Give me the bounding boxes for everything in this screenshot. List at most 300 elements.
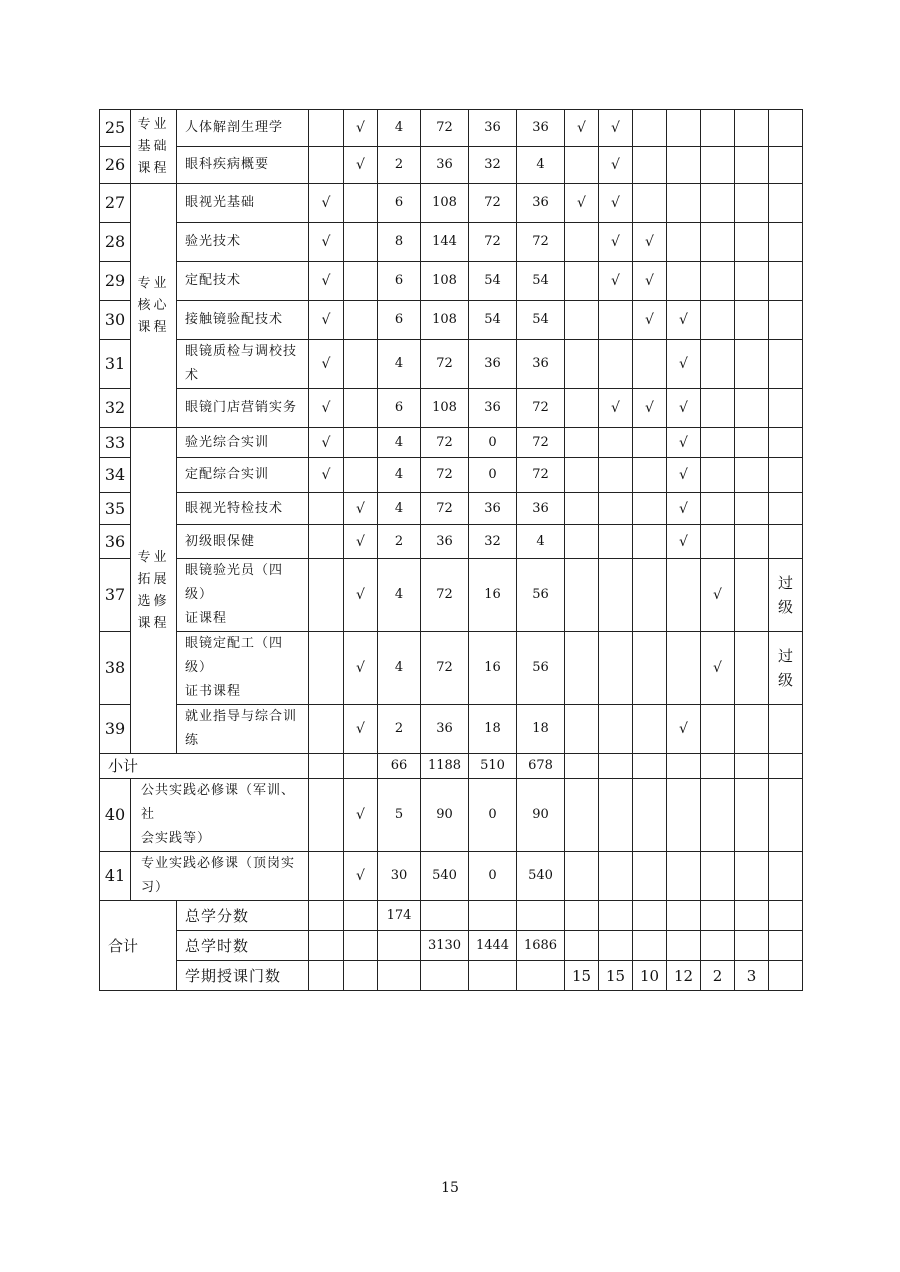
semester-1-course-count: 15 (565, 961, 599, 991)
credit-cell: 4 (378, 493, 421, 525)
note-cell (769, 632, 803, 705)
empty-cell (565, 901, 599, 931)
category-cell (131, 110, 177, 184)
course-name-line: 术 (185, 368, 200, 383)
table-row (100, 779, 803, 852)
course-plan-table (99, 109, 803, 991)
course-name: 验光技术 (177, 223, 309, 262)
empty-cell (469, 961, 517, 991)
empty-cell (421, 961, 469, 991)
course-name: 接触镜验配技术 (177, 301, 309, 340)
table-row (100, 147, 803, 184)
empty-cell (735, 754, 769, 779)
course-name: 定配技术 (177, 262, 309, 301)
subtotal-row (100, 754, 803, 779)
practice-hours-cell: 72 (517, 458, 565, 493)
empty-cell (769, 931, 803, 961)
category-text: 课程 (137, 160, 170, 176)
empty-cell (769, 901, 803, 931)
note-cell (769, 110, 803, 147)
semester-5-mark (701, 705, 735, 754)
course-number: 33 (100, 428, 131, 458)
course-name: 验光综合实训 (177, 428, 309, 458)
category-text: 专业 (137, 549, 170, 565)
elective-mark: √ (344, 632, 378, 705)
course-name-line: 证书课程 (185, 684, 242, 699)
totals-label: 合计 (100, 901, 177, 991)
semester-2-mark (599, 340, 633, 389)
required-mark: √ (309, 223, 344, 262)
theory-hours-cell: 0 (469, 428, 517, 458)
course-name: 眼科疾病概要 (177, 147, 309, 184)
course-name (177, 705, 309, 754)
empty-cell (421, 901, 469, 931)
total-theory-value: 1444 (469, 931, 517, 961)
practice-hours-cell: 72 (517, 223, 565, 262)
semester-5-mark (701, 184, 735, 223)
required-mark (309, 705, 344, 754)
semester-3-mark (633, 110, 667, 147)
note-cell (769, 525, 803, 559)
semester-5-course-count: 2 (701, 961, 735, 991)
table-row (100, 632, 803, 705)
empty-cell (469, 901, 517, 931)
semester-6-mark (735, 458, 769, 493)
semester-3-mark (633, 340, 667, 389)
required-mark: √ (309, 301, 344, 340)
empty-cell (378, 931, 421, 961)
semester-1-mark: √ (565, 110, 599, 147)
course-number: 27 (100, 184, 131, 223)
table-row (100, 525, 803, 559)
semester-5-mark (701, 223, 735, 262)
elective-mark: √ (344, 852, 378, 901)
empty-cell (769, 754, 803, 779)
theory-hours-cell: 72 (469, 184, 517, 223)
empty-cell (769, 961, 803, 991)
required-mark: √ (309, 340, 344, 389)
course-name-line: 习） (141, 880, 170, 895)
table-row (100, 223, 803, 262)
empty-cell (565, 931, 599, 961)
empty-cell (735, 931, 769, 961)
semester-6-course-count: 3 (735, 961, 769, 991)
empty-cell (378, 961, 421, 991)
total-hours-cell: 72 (421, 559, 469, 632)
table-row (100, 389, 803, 428)
empty-cell (599, 931, 633, 961)
note-cell (769, 147, 803, 184)
semester-4-mark: √ (667, 340, 701, 389)
semester-6-mark (735, 223, 769, 262)
note-text: 过 (777, 574, 793, 592)
course-number: 37 (100, 559, 131, 632)
elective-mark (344, 340, 378, 389)
elective-mark (344, 262, 378, 301)
semester-1-mark (565, 632, 599, 705)
semester-4-mark: √ (667, 458, 701, 493)
empty-cell (735, 901, 769, 931)
total-hours-cell: 72 (421, 110, 469, 147)
empty-cell (309, 754, 344, 779)
semester-2-mark: √ (599, 223, 633, 262)
practice-hours-cell: 18 (517, 705, 565, 754)
courses-per-semester-label: 学期授课门数 (177, 961, 309, 991)
semester-6-mark (735, 110, 769, 147)
credit-cell: 6 (378, 184, 421, 223)
empty-cell (769, 779, 803, 852)
note-cell (769, 705, 803, 754)
category-text: 基础 (137, 138, 170, 154)
note-cell (769, 340, 803, 389)
semester-6-mark (735, 428, 769, 458)
semester-4-mark (667, 147, 701, 184)
practice-hours-cell: 36 (517, 110, 565, 147)
empty-cell (599, 852, 633, 901)
course-name-line: 眼镜验光员（四级） (185, 563, 284, 602)
empty-cell (701, 779, 735, 852)
semester-5-mark (701, 301, 735, 340)
table-row (100, 493, 803, 525)
total-hours-cell: 72 (421, 458, 469, 493)
empty-cell (701, 931, 735, 961)
semester-4-mark (667, 262, 701, 301)
theory-hours-cell: 54 (469, 301, 517, 340)
total-hours-cell: 36 (421, 705, 469, 754)
category-text: 选修 (137, 593, 170, 609)
note-cell (769, 184, 803, 223)
empty-cell (633, 779, 667, 852)
total-credits-label: 总学分数 (177, 901, 309, 931)
semester-2-mark (599, 525, 633, 559)
semester-3-mark (633, 458, 667, 493)
total-hours-cell: 72 (421, 493, 469, 525)
semester-2-mark: √ (599, 262, 633, 301)
credit-cell: 2 (378, 147, 421, 184)
semester-1-mark (565, 493, 599, 525)
course-number: 34 (100, 458, 131, 493)
semester-3-mark (633, 559, 667, 632)
semester-2-mark (599, 428, 633, 458)
semester-5-mark (701, 147, 735, 184)
credit-cell: 6 (378, 262, 421, 301)
semester-3-mark: √ (633, 223, 667, 262)
credit-cell: 66 (378, 754, 421, 779)
table-row (100, 428, 803, 458)
semester-5-mark (701, 389, 735, 428)
category-text: 专业 (137, 116, 170, 132)
total-hours-label: 总学时数 (177, 931, 309, 961)
semester-3-mark: √ (633, 262, 667, 301)
semester-3-mark (633, 147, 667, 184)
course-name-line: 证课程 (185, 611, 228, 626)
elective-mark (344, 458, 378, 493)
practice-hours-cell: 540 (517, 852, 565, 901)
practice-hours-cell: 54 (517, 262, 565, 301)
total-hours-cell: 72 (421, 632, 469, 705)
semester-6-mark (735, 389, 769, 428)
semester-4-mark: √ (667, 428, 701, 458)
total-hours-cell: 72 (421, 428, 469, 458)
elective-mark: √ (344, 559, 378, 632)
page-number: 15 (441, 1180, 459, 1196)
credit-cell: 2 (378, 705, 421, 754)
semester-2-mark: √ (599, 389, 633, 428)
empty-cell (667, 931, 701, 961)
semester-3-mark (633, 525, 667, 559)
elective-mark (344, 223, 378, 262)
semester-1-mark (565, 559, 599, 632)
theory-hours-cell: 36 (469, 389, 517, 428)
empty-cell (633, 931, 667, 961)
total-hours-value: 3130 (421, 931, 469, 961)
required-mark (309, 559, 344, 632)
course-number: 25 (100, 110, 131, 147)
credit-cell: 4 (378, 340, 421, 389)
total-hours-cell: 72 (421, 340, 469, 389)
theory-hours-cell: 32 (469, 147, 517, 184)
course-name: 初级眼保健 (177, 525, 309, 559)
category-text: 课程 (137, 319, 170, 335)
course-number: 32 (100, 389, 131, 428)
credit-cell: 4 (378, 458, 421, 493)
subtotal-label: 小计 (100, 754, 309, 779)
semester-4-mark (667, 184, 701, 223)
semester-6-mark (735, 632, 769, 705)
semester-4-course-count: 12 (667, 961, 701, 991)
course-name: 眼视光基础 (177, 184, 309, 223)
practice-hours-cell: 56 (517, 632, 565, 705)
course-number: 30 (100, 301, 131, 340)
semester-3-mark: √ (633, 389, 667, 428)
semester-1-mark (565, 262, 599, 301)
totals-courses-row (100, 961, 803, 991)
theory-hours-cell: 36 (469, 493, 517, 525)
elective-mark (344, 184, 378, 223)
semester-6-mark (735, 147, 769, 184)
course-name-line: 眼镜定配工（四级） (185, 636, 284, 675)
course-name: 定配综合实训 (177, 458, 309, 493)
course-name: 眼视光特检技术 (177, 493, 309, 525)
empty-cell (344, 931, 378, 961)
empty-cell (667, 852, 701, 901)
totals-credits-row (100, 901, 803, 931)
course-name: 人体解剖生理学 (177, 110, 309, 147)
required-mark (309, 147, 344, 184)
semester-6-mark (735, 493, 769, 525)
practice-hours-cell: 36 (517, 184, 565, 223)
note-cell (769, 389, 803, 428)
table-row (100, 340, 803, 389)
empty-cell (701, 901, 735, 931)
required-mark: √ (309, 389, 344, 428)
empty-cell (735, 779, 769, 852)
course-name (177, 559, 309, 632)
category-cell (131, 184, 177, 428)
elective-mark: √ (344, 493, 378, 525)
semester-4-mark: √ (667, 389, 701, 428)
required-mark: √ (309, 428, 344, 458)
course-name: 眼镜门店营销实务 (177, 389, 309, 428)
credit-cell: 6 (378, 389, 421, 428)
category-text: 核心 (137, 297, 170, 313)
theory-hours-cell: 0 (469, 458, 517, 493)
empty-cell (565, 754, 599, 779)
note-cell (769, 559, 803, 632)
course-number: 28 (100, 223, 131, 262)
note-cell (769, 428, 803, 458)
course-number: 31 (100, 340, 131, 389)
semester-5-mark (701, 458, 735, 493)
semester-1-mark (565, 340, 599, 389)
elective-mark: √ (344, 779, 378, 852)
note-text: 过 (777, 647, 793, 665)
totals-hours-row (100, 931, 803, 961)
credit-cell: 4 (378, 632, 421, 705)
semester-2-mark: √ (599, 110, 633, 147)
total-hours-cell: 144 (421, 223, 469, 262)
empty-cell (599, 779, 633, 852)
course-number: 41 (100, 852, 131, 901)
empty-cell (344, 754, 378, 779)
category-text: 课程 (137, 615, 170, 631)
semester-2-course-count: 15 (599, 961, 633, 991)
theory-hours-cell: 32 (469, 525, 517, 559)
practice-hours-cell: 54 (517, 301, 565, 340)
elective-mark (344, 389, 378, 428)
category-text: 拓展 (137, 571, 170, 587)
practice-hours-cell: 72 (517, 428, 565, 458)
course-name-line: 专业实践必修课（顶岗实 (141, 856, 296, 871)
note-cell (769, 493, 803, 525)
course-name (131, 852, 309, 901)
theory-hours-cell: 16 (469, 559, 517, 632)
semester-5-mark: √ (701, 559, 735, 632)
course-number: 40 (100, 779, 131, 852)
credit-cell: 4 (378, 559, 421, 632)
empty-cell (344, 901, 378, 931)
semester-6-mark (735, 525, 769, 559)
empty-cell (701, 852, 735, 901)
semester-5-mark: √ (701, 632, 735, 705)
theory-hours-cell: 36 (469, 110, 517, 147)
required-mark (309, 525, 344, 559)
semester-3-mark (633, 428, 667, 458)
semester-4-mark (667, 110, 701, 147)
theory-hours-cell: 18 (469, 705, 517, 754)
empty-cell (633, 852, 667, 901)
total-hours-cell: 540 (421, 852, 469, 901)
table-row (100, 458, 803, 493)
elective-mark: √ (344, 147, 378, 184)
practice-hours-cell: 4 (517, 525, 565, 559)
semester-2-mark (599, 559, 633, 632)
semester-3-mark: √ (633, 301, 667, 340)
note-cell (769, 458, 803, 493)
total-hours-cell: 108 (421, 389, 469, 428)
required-mark: √ (309, 184, 344, 223)
empty-cell (735, 852, 769, 901)
semester-2-mark (599, 493, 633, 525)
semester-2-mark (599, 301, 633, 340)
semester-2-mark: √ (599, 184, 633, 223)
required-mark (309, 110, 344, 147)
course-name (131, 779, 309, 852)
table-row (100, 110, 803, 147)
semester-2-mark (599, 458, 633, 493)
table-row (100, 852, 803, 901)
semester-6-mark (735, 301, 769, 340)
semester-1-mark (565, 389, 599, 428)
semester-1-mark (565, 301, 599, 340)
semester-4-mark: √ (667, 301, 701, 340)
semester-4-mark (667, 632, 701, 705)
elective-mark: √ (344, 525, 378, 559)
semester-5-mark (701, 340, 735, 389)
empty-cell (633, 754, 667, 779)
practice-hours-cell: 36 (517, 493, 565, 525)
theory-hours-cell: 510 (469, 754, 517, 779)
empty-cell (309, 779, 344, 852)
note-text: 级 (777, 598, 793, 616)
credit-cell: 6 (378, 301, 421, 340)
note-text: 级 (777, 671, 793, 689)
practice-hours-cell: 678 (517, 754, 565, 779)
semester-4-mark: √ (667, 493, 701, 525)
empty-cell (667, 901, 701, 931)
table-row (100, 184, 803, 223)
total-hours-cell: 108 (421, 301, 469, 340)
empty-cell (517, 901, 565, 931)
empty-cell (309, 931, 344, 961)
practice-hours-cell: 72 (517, 389, 565, 428)
empty-cell (309, 901, 344, 931)
practice-hours-cell: 4 (517, 147, 565, 184)
empty-cell (309, 852, 344, 901)
course-name (177, 340, 309, 389)
required-mark (309, 632, 344, 705)
semester-1-mark (565, 428, 599, 458)
empty-cell (565, 779, 599, 852)
course-table-body (100, 110, 803, 991)
empty-cell (769, 852, 803, 901)
course-number: 36 (100, 525, 131, 559)
semester-3-mark (633, 632, 667, 705)
theory-hours-cell: 16 (469, 632, 517, 705)
semester-3-mark (633, 184, 667, 223)
elective-mark (344, 428, 378, 458)
total-hours-cell: 108 (421, 184, 469, 223)
empty-cell (667, 779, 701, 852)
total-hours-cell: 1188 (421, 754, 469, 779)
elective-mark: √ (344, 705, 378, 754)
semester-4-mark (667, 559, 701, 632)
semester-6-mark (735, 340, 769, 389)
course-name-line: 就业指导与综合训 (185, 709, 298, 724)
empty-cell (565, 852, 599, 901)
elective-mark (344, 301, 378, 340)
semester-2-mark: √ (599, 147, 633, 184)
semester-4-mark: √ (667, 705, 701, 754)
semester-5-mark (701, 525, 735, 559)
course-name-line: 练 (185, 733, 200, 748)
empty-cell (599, 754, 633, 779)
table-row (100, 262, 803, 301)
semester-1-mark (565, 223, 599, 262)
total-credits-value: 174 (378, 901, 421, 931)
empty-cell (344, 961, 378, 991)
semester-2-mark (599, 705, 633, 754)
